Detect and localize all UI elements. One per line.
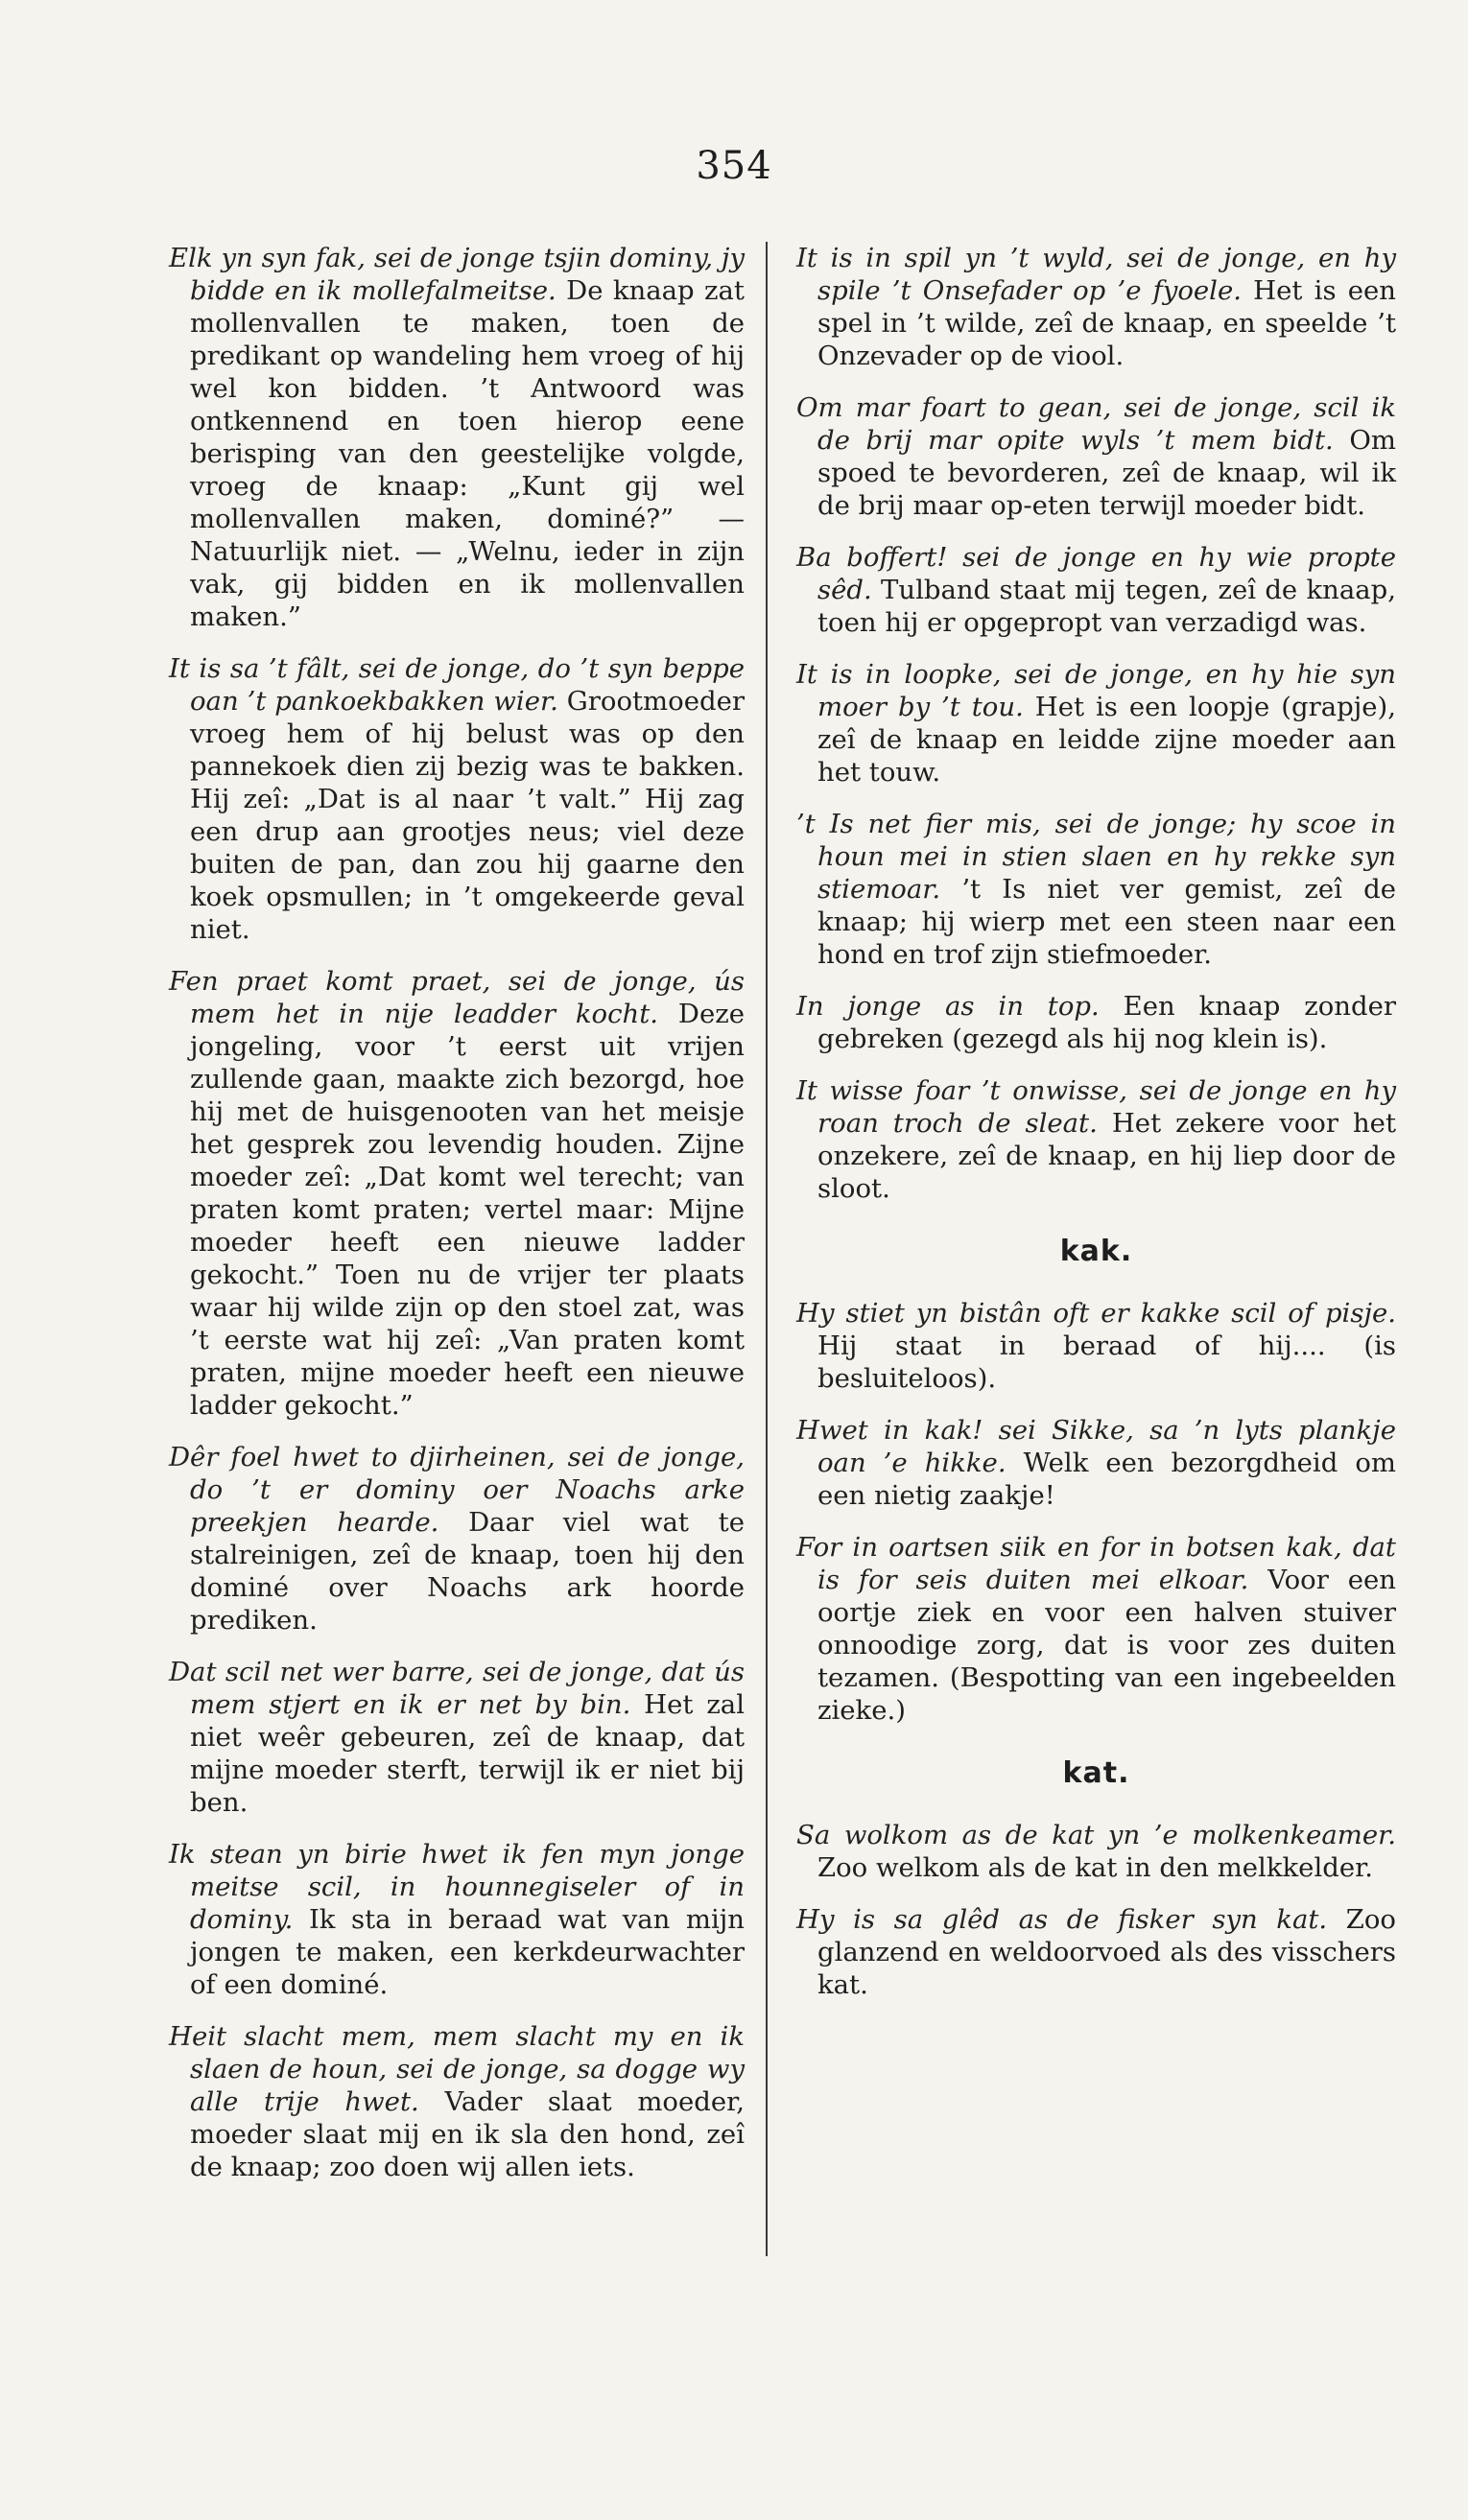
frisian-proverb: It wisse foar ’t onwisse, sei de jonge en hy roan troch de sleat. [796,1075,1396,1139]
dutch-explanation: Vader slaat moeder, moeder slaat mij en ik sla den hond, zeî de knaap; zoo doen wij allen iets. [190,2086,746,2182]
frisian-proverb: Dat scil net wer barre, sei de jonge, dat ús mem stjert en ik er net by bin. [169,1657,745,1720]
dutch-explanation: Zoo glanzend en weldoorvoed als des visschers kat. [817,1904,1396,2000]
dutch-explanation: Het is een spel in ’t wilde, zeî de knaap, en speelde ’t Onzevader op de viool. [817,275,1396,371]
proverb-entry [796,391,1396,522]
proverb-entry [169,652,745,946]
frisian-proverb: It is sa ’t fâlt, sei de jonge, do ’t syn beppe oan ’t pankoekbakken wier. [169,653,745,717]
proverb-entry [169,1838,745,2001]
section-heading-kak: kak. [1059,1235,1133,1268]
proverb-entry [796,990,1396,1055]
dutch-explanation: Tulband staat mij tegen, zeî de knaap, toen hij er opgepropt van verzadigd was. [817,575,1396,638]
proverb-entry [796,1819,1396,1884]
proverb-entry [796,242,1396,372]
frisian-proverb: It is in loopke, sei de jonge, en hy hie syn moer by ’t tou. [796,659,1396,722]
dutch-explanation: Het zekere voor het onzekere, zeî de knaap, en hij liep door de sloot. [817,1108,1397,1204]
dutch-explanation: Voor een oortje ziek en voor een halven stuiver onnoodige zorg, dat is voor zes duiten tezamen. (Bespotting van een ingebeelden zieke.) [817,1565,1396,1726]
frisian-proverb: Elk yn syn fak, sei de jonge tsjin dominy, jy bidde en ik mollefalmeitse. [169,243,745,306]
dutch-explanation: Om spoed te bevorderen, zeî de knaap, wil ik de brij maar op-eten terwijl moeder bidt. [817,425,1396,521]
column-divider [766,242,768,2256]
dutch-explanation: Deze jongeling, voor ’t eerst uit vrijen zullende gaan, maakte zich bezorgd, hoe hij met de huisgenooten van het meisje het gesprek zou levendig houden. Zijne moeder zeî: „Dat komt wel terecht; van praten komt praten; vertel maar: Mijne moeder heeft een nieuwe ladder gekocht.” Toen nu de vrijer ter plaats waar hij wilde zijn op den stoel zat, was ’t eerste wat hij zeî: „Van praten komt praten, mijne moeder heeft een nieuwe ladder gekocht.” [190,999,745,1421]
proverb-entry [796,541,1396,639]
frisian-proverb: ’t Is net fier mis, sei de jonge; hy scoe in houn mei in stien slaen en hy rekke syn stiemoar. [796,809,1396,905]
proverb-entry [796,1903,1396,2001]
frisian-proverb: Om mar foart to gean, sei de jonge, scil ik de brij mar opite wyls ’t mem bidt. [796,392,1396,456]
frisian-proverb: Hwet in kak! sei Sikke, sa ’n lyts plankje oan ’e hikke. [796,1415,1396,1478]
proverb-entry [796,1414,1396,1512]
right-column [796,242,1396,2020]
proverb-entry [796,1531,1396,1727]
frisian-proverb: Heit slacht mem, mem slacht my en ik slaen de houn, sei de jonge, sa dogge wy alle trije hwet. [169,2021,745,2117]
dutch-explanation: Een knaap zonder gebreken (gezegd als hij nog klein is). [817,991,1396,1054]
frisian-proverb: For in oartsen siik en for in botsen kak, dat is for seis duiten mei elkoar. [796,1532,1396,1595]
dutch-explanation: Hij staat in beraad of hij.... (is besluiteloos). [817,1331,1396,1394]
dutch-explanation: Het zal niet weêr gebeuren, zeî de knaap, dat mijne moeder sterft, terwijl ik er niet bij ben. [190,1689,745,1818]
dutch-explanation: Grootmoeder vroeg hem of hij belust was op den pannekoek dien zij bezig was te bakken. Hij zeî: „Dat is al naar ’t valt.” Hij zag een drup aan grootjes neus; viel deze buiten de pan, dan zou hij gaarne den koek opsmullen; in ’t omgekeerde geval niet. [190,686,745,945]
section-heading-kat: kat. [1062,1756,1130,1790]
proverb-entry [169,242,745,633]
dutch-explanation: Daar viel wat te stalreinigen, zeî de knaap, toen hij den dominé over Noachs ark hoorde prediken. [190,1507,745,1636]
proverb-entry [796,1074,1396,1205]
dutch-explanation: Welk een bezorgdheid om een nietig zaakje! [817,1448,1396,1511]
frisian-proverb: It is in spil yn ’t wyld, sei de jonge, en hy spile ’t Onsefader op ’e fyoele. [796,243,1396,306]
frisian-proverb: Ik stean yn birie hwet ik fen myn jonge meitse scil, in hounnegiseler of in dominy. [169,1839,745,1935]
frisian-proverb: Hy is sa glêd as de fisker syn kat. [796,1904,1328,1935]
proverb-entry [796,808,1396,971]
dutch-explanation: Het is een loopje (grapje), zeî de knaap en leidde zijne moeder aan het touw. [817,692,1396,788]
page-number: 354 [696,144,772,188]
frisian-proverb: In jonge as in top. [796,991,1100,1022]
proverb-entry [796,658,1396,789]
proverb-entry [169,965,745,1422]
dutch-explanation: Ik sta in beraad wat van mijn jongen te maken, een kerkdeurwachter of een dominé. [190,1904,745,2000]
frisian-proverb: Sa wolkom as de kat yn ’e molkenkeamer. [796,1820,1396,1850]
proverb-entry [169,2020,745,2183]
dutch-explanation: De knaap zat mollenvallen te maken, toen de predikant op wandeling hem vroeg of hij wel kon bidden. ’t Antwoord was ontkennend en toen hierop eene berisping van den geestelijke volgde, vroeg de knaap: „Kunt gij wel mollenvallen maken, dominé?” — Natuurlijk niet. — „Welnu, ieder in zijn vak, gij bidden en ik mollenvallen maken.” [190,275,745,632]
frisian-proverb: Hy stiet yn bistân oft er kakke scil of pisje. [796,1298,1396,1329]
proverb-entry [796,1297,1396,1395]
dutch-explanation: Zoo welkom als de kat in den melkkelder. [817,1852,1373,1883]
frisian-proverb: Fen praet komt praet, sei de jonge, ús mem het in nije leadder kocht. [169,966,745,1029]
left-column [169,242,745,2202]
proverb-entry [169,1441,745,1637]
dutch-explanation: ’t Is niet ver gemist, zeî de knaap; hij wierp met een steen naar een hond en trof zijn stiefmoeder. [817,874,1396,970]
frisian-proverb: Dêr foel hwet to djirheinen, sei de jonge, do ’t er dominy oer Noachs arke preekjen hearde. [169,1442,745,1538]
frisian-proverb: Ba boffert! sei de jonge en hy wie propte sêd. [796,542,1396,605]
proverb-entry [169,1656,745,1819]
